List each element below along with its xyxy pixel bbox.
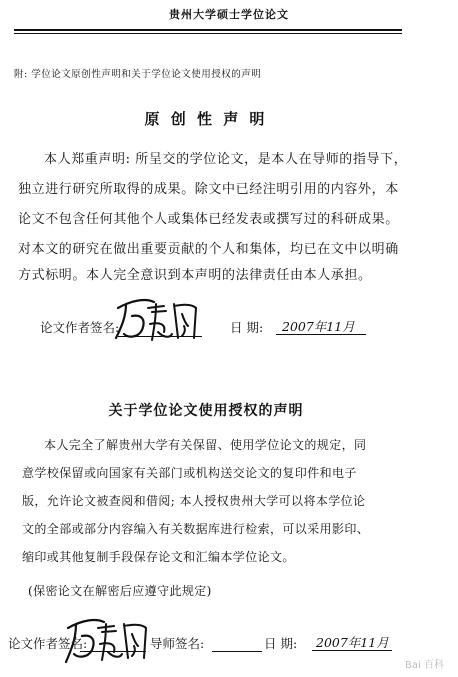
originality-line: 方式标明。本人完全意识到本声明的法律责任由本人承担。 [18,268,372,283]
originality-line: 独立进行研究所取得的成果。除文中已经注明引用的内容外，本 [18,182,399,197]
supervisor-signature-label: 导师签名: [150,636,205,651]
authorization-line: 本人完全了解贵州大学有关保留、使用学位论文的规定，同 [44,438,367,452]
originality-line: 论文不包含任何其他个人或集体已经发表或撰写过的科研成果。 [18,212,399,227]
authorization-line: 缩印或其他复制手段保存论文和汇编本学位论文。 [22,550,295,564]
header-rule [14,29,402,31]
confidential-note: (保密论文在解密后应遵守此规定) [28,584,212,598]
watermark: Bai 百科 [405,660,444,671]
date-value: 2007年11月 [282,319,355,334]
author-signature-line [118,336,202,337]
authorization-line: 版，允许论文被查阅和借阅; 本人授权贵州大学可以将本学位论 [22,494,366,508]
header-rule-thin [14,33,402,34]
author-signature-label: 论文作者签名: [40,320,120,335]
author-signature-line [80,651,146,652]
appendix-note: 附: 学位论文原创性声明和关于学位论文使用授权的声明 [14,69,262,80]
date-line [276,334,366,335]
date-value: 2007年11月 [316,635,389,650]
supervisor-signature-line [212,651,262,652]
author-signature-label: 论文作者签名: [8,636,88,651]
author-signature-image [62,612,152,668]
originality-title: 原 创 性 声 明 [144,110,268,128]
originality-line: 对本文的研究在做出重要贡献的个人和集体，均已在文中以明确 [18,242,399,257]
running-header: 贵州大学硕士学位论文 [169,8,289,21]
date-label: 日 期: [264,636,298,651]
authorization-line: 文的全部或部分内容编入有关数据库进行检索，可以采用影印、 [22,522,370,536]
authorization-line: 意学校保留或向国家有关部门或机构送交论文的复印件和电子 [22,466,357,480]
originality-line: 本人郑重声明: 所呈交的学位论文，是本人在导师的指导下， [44,152,408,167]
date-label: 日 期: [230,320,264,335]
authorization-title: 关于学位论文使用授权的声明 [108,403,304,419]
date-line [312,650,392,651]
